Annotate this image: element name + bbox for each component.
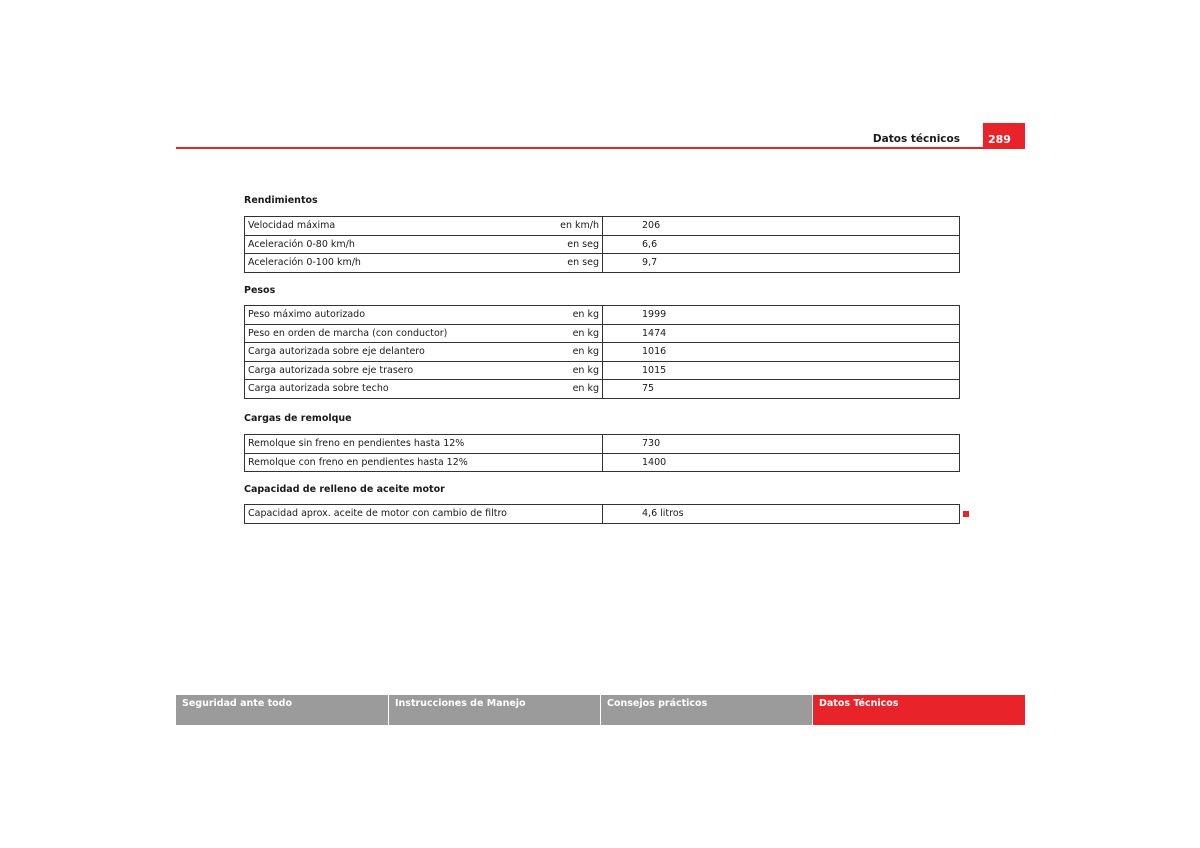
row-value: 1400 (603, 453, 960, 472)
header-rule (176, 147, 1025, 149)
section-title-pesos: Pesos (244, 285, 276, 296)
row-unit: en seg (535, 235, 603, 254)
row-value: 6,6 (603, 235, 960, 254)
footer-tab-seguridad[interactable]: Seguridad ante todo (176, 695, 388, 725)
row-unit: en kg (535, 343, 603, 362)
table-rendimientos (244, 216, 960, 273)
page-title: Datos técnicos (872, 133, 960, 145)
row-unit: en kg (535, 306, 603, 325)
row-value: 1474 (603, 324, 960, 343)
table-cargas-remolque (244, 434, 960, 472)
row-value: 206 (603, 217, 960, 236)
table-row (245, 343, 960, 362)
row-label: Aceleración 0-80 km/h (245, 235, 535, 254)
row-value: 4,6 litros (603, 505, 960, 524)
footer-tab-consejos[interactable]: Consejos prácticos (601, 695, 812, 725)
section-end-marker (963, 511, 969, 517)
page-number: 289 (983, 123, 1025, 149)
section-title-aceite-motor: Capacidad de relleno de aceite motor (244, 484, 445, 495)
table-row (245, 380, 960, 399)
row-value: 75 (603, 380, 960, 399)
table-row (245, 361, 960, 380)
row-label: Peso máximo autorizado (245, 306, 535, 325)
row-value: 1015 (603, 361, 960, 380)
table-row (245, 435, 960, 454)
row-label: Velocidad máxima (245, 217, 535, 236)
row-value: 1016 (603, 343, 960, 362)
row-label: Capacidad aprox. aceite de motor con cambio de filtro (245, 505, 603, 524)
row-label: Carga autorizada sobre eje delantero (245, 343, 535, 362)
row-label: Carga autorizada sobre eje trasero (245, 361, 535, 380)
footer-tab-instrucciones[interactable]: Instrucciones de Manejo (389, 695, 600, 725)
row-label: Remolque sin freno en pendientes hasta 12% (245, 435, 603, 454)
row-unit: en km/h (535, 217, 603, 236)
row-label: Peso en orden de marcha (con conductor) (245, 324, 535, 343)
row-label: Aceleración 0-100 km/h (245, 254, 535, 273)
section-title-cargas-remolque: Cargas de remolque (244, 413, 352, 424)
row-value: 1999 (603, 306, 960, 325)
row-unit: en kg (535, 324, 603, 343)
table-row (245, 453, 960, 472)
table-row (245, 324, 960, 343)
table-pesos (244, 305, 960, 399)
row-value: 9,7 (603, 254, 960, 273)
table-row (245, 306, 960, 325)
table-row (245, 235, 960, 254)
table-row (245, 217, 960, 236)
row-unit: en seg (535, 254, 603, 273)
row-unit: en kg (535, 380, 603, 399)
table-aceite-motor (244, 504, 960, 524)
row-label: Remolque con freno en pendientes hasta 12% (245, 453, 603, 472)
row-unit: en kg (535, 361, 603, 380)
row-value: 730 (603, 435, 960, 454)
section-title-rendimientos: Rendimientos (244, 195, 318, 206)
table-row (245, 254, 960, 273)
row-label: Carga autorizada sobre techo (245, 380, 535, 399)
footer-tab-datos-tecnicos[interactable]: Datos Técnicos (813, 695, 1025, 725)
table-row (245, 505, 960, 524)
